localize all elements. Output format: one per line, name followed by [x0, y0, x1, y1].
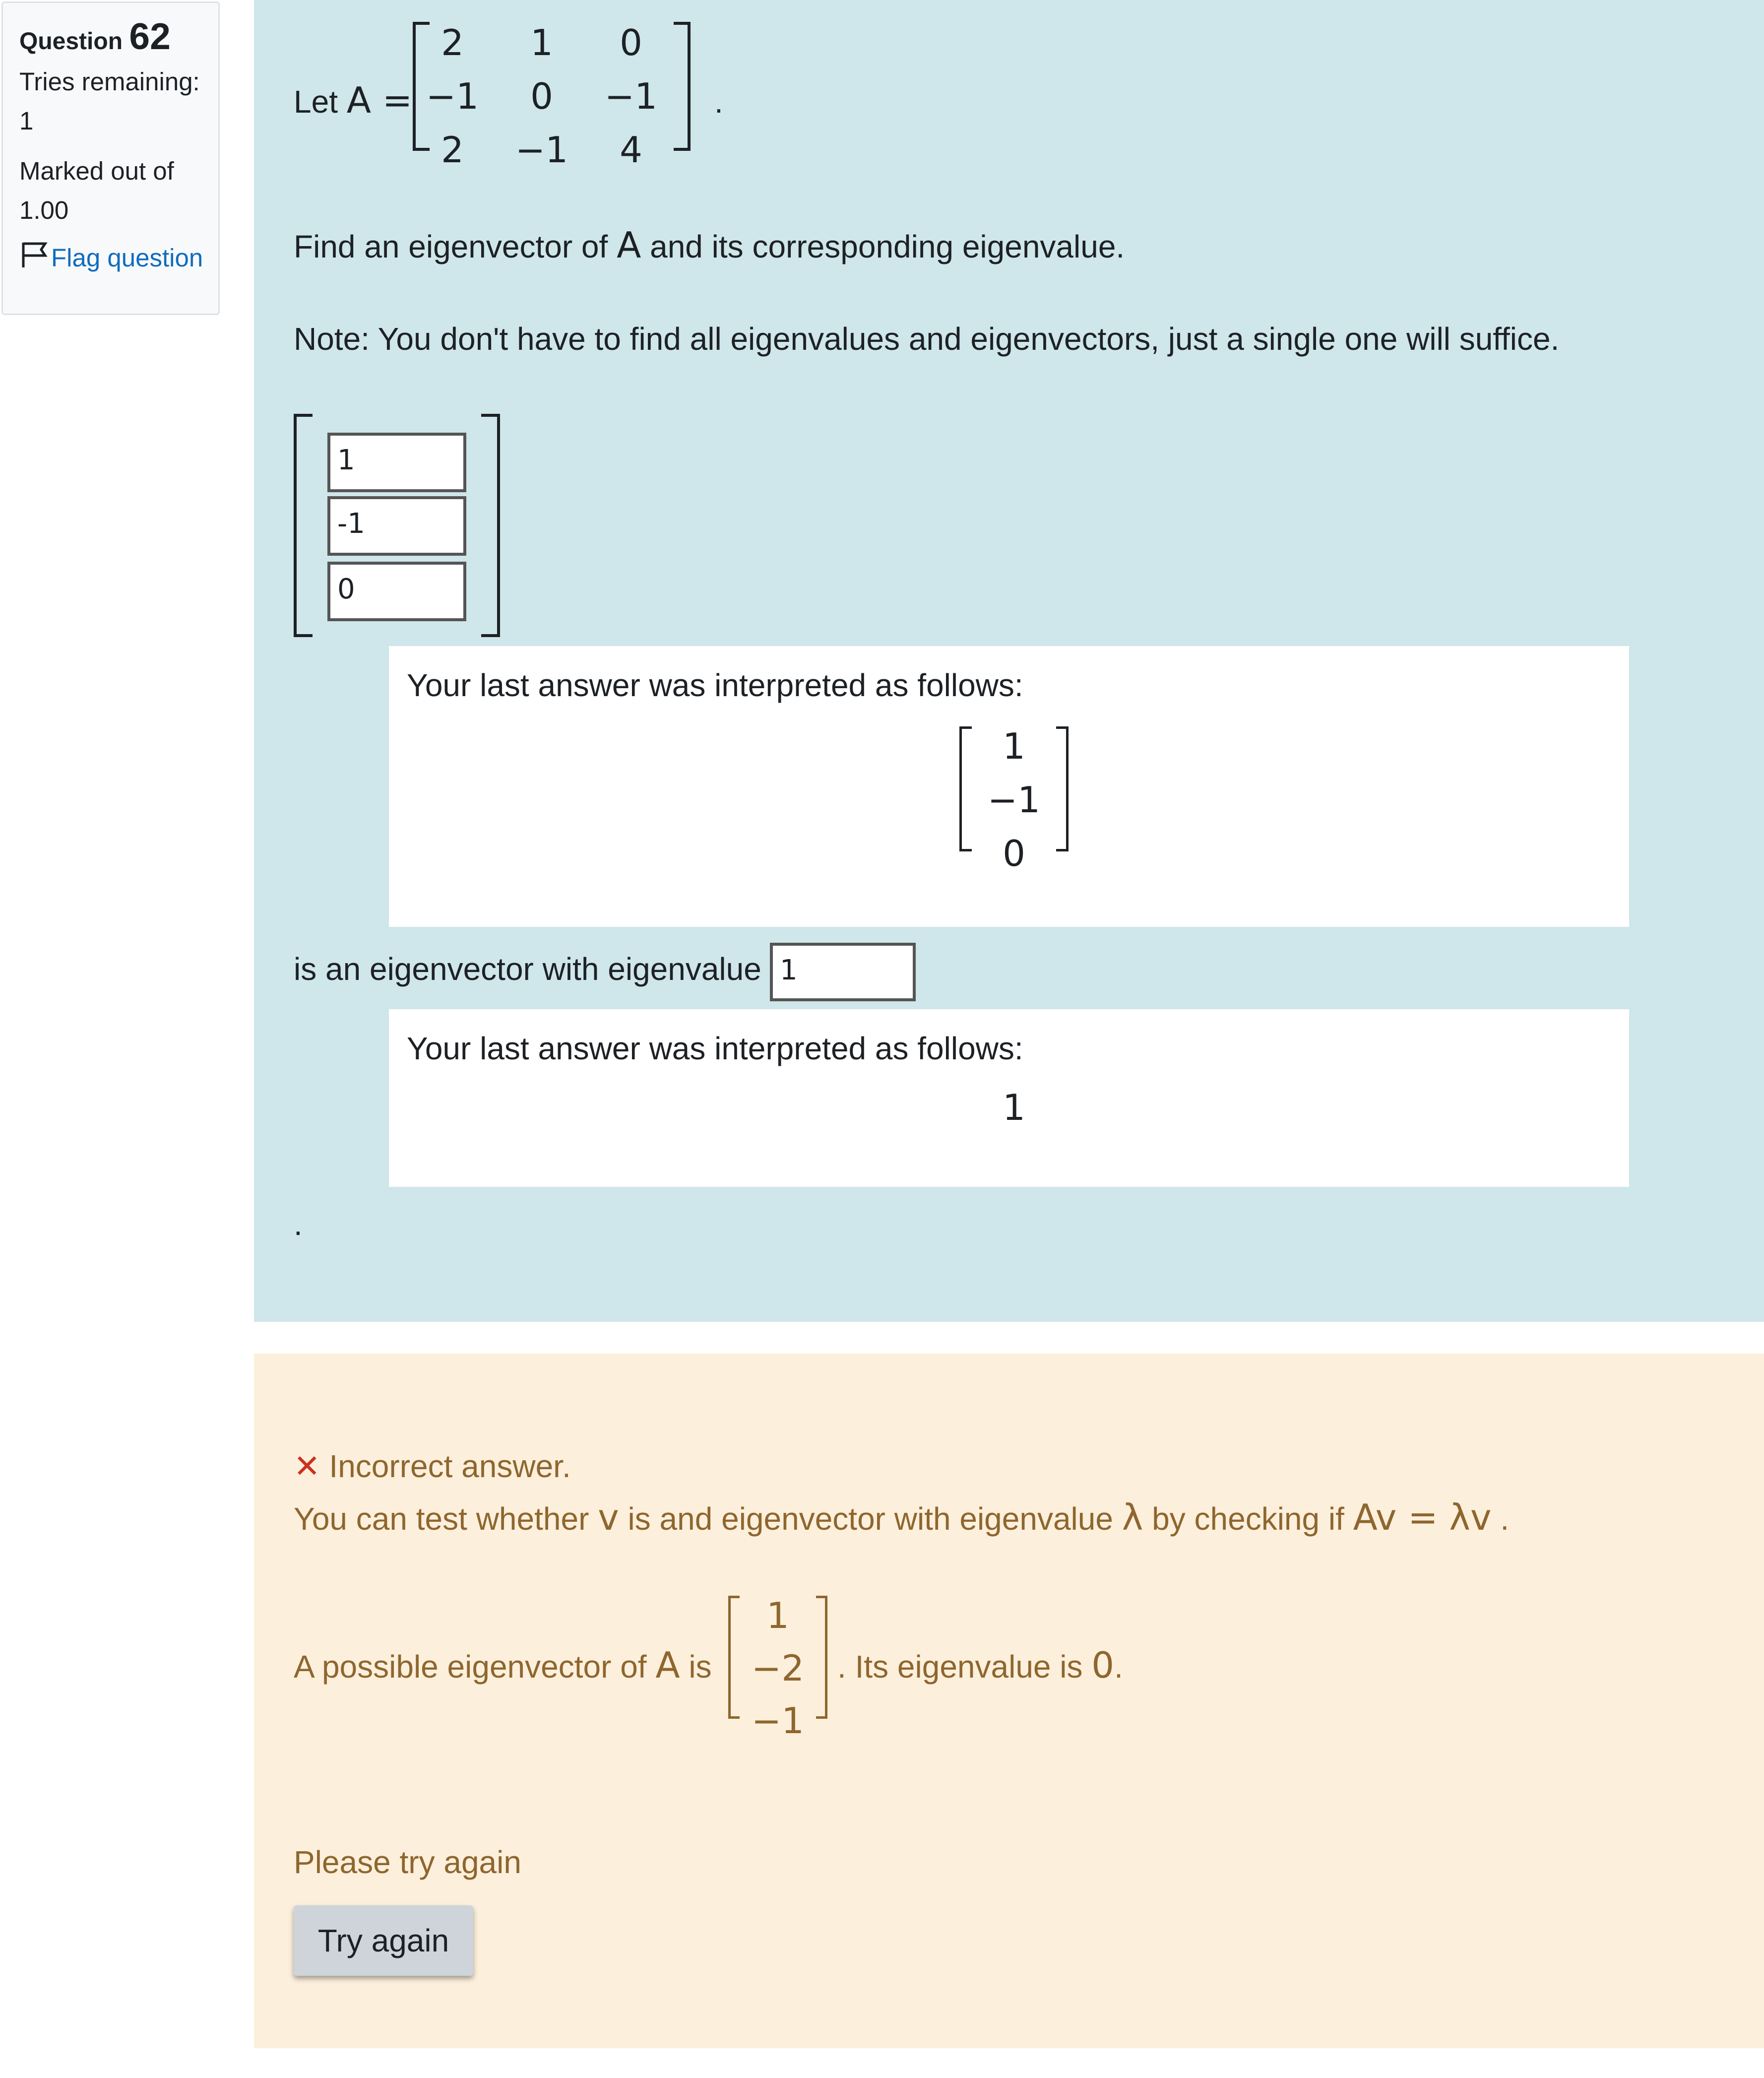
interpretation-box-scalar: [389, 1009, 1629, 1187]
matrix-cell: 2: [441, 129, 464, 171]
matrix-cell: 0: [530, 75, 553, 117]
period: .: [294, 1206, 303, 1242]
try-again-button[interactable]: Try again: [294, 1905, 473, 1976]
vector-cell: 1: [1003, 725, 1025, 767]
matrix-cell: −1: [515, 129, 568, 171]
matrix-cell: −1: [604, 75, 658, 117]
interpretation-label: Your last answer was interpreted as follows:: [407, 1031, 1023, 1066]
matrix-cell: −1: [426, 75, 479, 117]
find-eigenvector-text: Find an eigenvector of A and its corresponding eigenvalue.: [294, 224, 1125, 266]
vector-cell: −1: [751, 1700, 805, 1742]
interpreted-vector: [959, 725, 1069, 874]
try-again-message: Please try again: [294, 1844, 521, 1880]
let-label: Let A =: [294, 79, 413, 121]
matrix-a: [413, 22, 691, 171]
marks-value: 1.00: [19, 196, 69, 224]
interpretation-label: Your last answer was interpreted as follows:: [407, 667, 1023, 703]
hint-text: You can test whether v is and eigenvector with eigenvalue λ by checking if Av = λv .: [294, 1496, 1510, 1538]
eigenvector-input-2[interactable]: -1: [327, 496, 466, 556]
tries-value: 1: [19, 107, 34, 135]
question-number-value: 62: [129, 15, 171, 57]
matrix-cell: 2: [441, 22, 464, 64]
incorrect-message: ✕ Incorrect answer.: [294, 1448, 571, 1484]
eigenvalue-input[interactable]: 1: [770, 943, 916, 1001]
question-info-panel: [1, 1, 220, 315]
note-text: Note: You don't have to find all eigenvalues and eigenvectors, just a single one will suffice.: [294, 321, 1560, 357]
question-label: Question: [19, 28, 123, 55]
tries-label: Tries remaining:: [19, 67, 200, 96]
interpretation-box-vector: [389, 646, 1629, 927]
eigenvector-input-1[interactable]: 1: [327, 433, 466, 492]
question-number: [19, 15, 218, 57]
vector-cell: −2: [751, 1647, 805, 1689]
interpreted-scalar: 1: [1003, 1087, 1025, 1128]
flag-question-link[interactable]: [19, 241, 218, 274]
vector-cell: 0: [1003, 833, 1025, 874]
eigenvalue-label: is an eigenvector with eigenvalue: [294, 951, 761, 987]
flag-label: Flag question: [51, 243, 203, 272]
period: .: [714, 84, 723, 120]
tries-remaining: [19, 62, 218, 140]
matrix-cell: 1: [530, 22, 553, 64]
eigenvector-input-3[interactable]: 0: [327, 562, 466, 621]
vector-cell: 1: [766, 1595, 789, 1636]
possible-eigenvector: [728, 1595, 827, 1742]
matrix-cell: 4: [620, 129, 642, 171]
eigenvalue-answer-text: . Its eigenvalue is 0.: [837, 1644, 1123, 1686]
possible-eigenvector-text: A possible eigenvector of A is: [294, 1644, 712, 1686]
incorrect-icon: ✕: [294, 1448, 320, 1484]
vector-cell: −1: [987, 779, 1041, 821]
flag-icon: [19, 241, 51, 274]
marks-info: [19, 151, 218, 230]
marks-label: Marked out of: [19, 157, 174, 185]
matrix-cell: 0: [620, 22, 642, 64]
